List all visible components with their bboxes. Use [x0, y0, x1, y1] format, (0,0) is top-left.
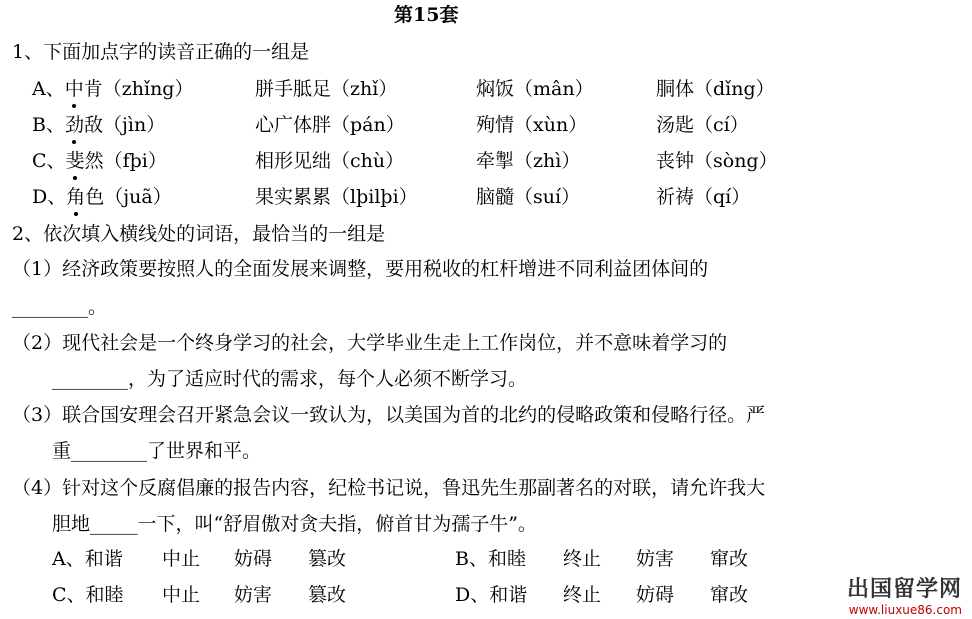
option-b-label: B、和睦 — [455, 548, 526, 570]
row-a-label: A、 — [32, 78, 65, 100]
watermark-url: www.liuxue86.com — [848, 603, 962, 617]
question-2-stem: 2、依次填入横线处的词语，最恰当的一组是 — [12, 223, 386, 245]
option-d-label: D、和谐 — [455, 584, 528, 606]
q1-row-c-item4: 丧钟（sòng） — [656, 150, 778, 172]
option-c-word3: 妨害 — [234, 584, 273, 606]
option-a-label: A、和谐 — [52, 548, 123, 570]
option-d-word4: 窜改 — [710, 584, 749, 606]
q1-row-a-item3: 焖饭（mân） — [476, 78, 594, 100]
option-c-label: C、和睦 — [52, 584, 124, 606]
page-title: 第15套 — [394, 4, 459, 26]
q1-row-d-item4: 祈祷（qí） — [656, 186, 751, 208]
row-b-dotted-char: 劲 — [64, 114, 84, 136]
option-a-word4: 篡改 — [308, 548, 347, 570]
q1-row-c-item2: 相形见绌（chù） — [255, 150, 405, 172]
q2-sentence-4-line1: （4）针对这个反腐倡廉的报告内容，纪检书记说，鲁迅先生那副著名的对联，请允许我大 — [12, 477, 766, 499]
q1-row-b-item4: 汤匙（cí） — [656, 114, 749, 136]
q1-row-a-item2: 胼手胝足（zhǐ） — [255, 78, 398, 100]
q1-row-a — [32, 77, 193, 101]
option-b-word4: 窜改 — [710, 548, 749, 570]
q1-row-b-item3: 殉情（xùn） — [476, 114, 588, 136]
q1-row-b-item2: 心广体胖（pán） — [255, 114, 405, 136]
q1-row-c: C、斐然（fþi） — [32, 150, 167, 172]
option-c-word4: 篡改 — [308, 584, 347, 606]
q2-sentence-2-line1: （2）现代社会是一个终身学习的社会，大学毕业生走上工作岗位，并不意味着学习的 — [12, 332, 728, 354]
q1-row-d-item3: 脑髓（suí） — [476, 186, 581, 208]
q2-sentence-1-line2: ________。 — [12, 296, 108, 318]
watermark-name: 出国留学网 — [846, 577, 962, 602]
option-a-word2: 中止 — [162, 548, 201, 570]
q1-row-d: D、角色（juã） — [32, 186, 172, 208]
q2-sentence-1-line1: （1）经济政策要按照人的全面发展来调整，要用税收的杠杆增进不同利益团体间的 — [12, 258, 709, 280]
row-c-dotted-char: 斐 — [65, 150, 85, 172]
q1-row-c-item3: 牵掣（zhì） — [476, 150, 581, 172]
watermark — [847, 577, 962, 617]
q2-sentence-3-line2: 重________了世界和平。 — [52, 440, 262, 462]
q1-row-d-item2: 果实累累（lþilþi） — [255, 186, 418, 208]
q1-row-b: B、劲敌（jìn） — [32, 114, 166, 136]
option-d-word2: 终止 — [563, 584, 602, 606]
option-d-word3: 妨碍 — [636, 584, 675, 606]
q2-sentence-3-line1: （3）联合国安理会召开紧急会议一致认为，以美国为首的北约的侵略政策和侵略行径。严 — [12, 404, 766, 426]
question-1-stem: 1、下面加点字的读音正确的一组是 — [12, 41, 310, 63]
option-b-word2: 终止 — [563, 548, 602, 570]
row-a-dotted-char: 中 — [64, 78, 84, 100]
q2-sentence-2-line2: ________，为了适应时代的需求，每个人必须不断学习。 — [52, 368, 528, 390]
q2-sentence-4-line2: 胆地_____一下，叫“舒眉傲对贪夫指，俯首甘为孺子牛”。 — [52, 513, 537, 535]
q1-row-a-item4: 胴体（dǐng） — [656, 78, 775, 100]
option-b-word3: 妨害 — [636, 548, 675, 570]
row-a-item1-rest: 肯（zhǐng） — [83, 78, 194, 100]
row-d-dotted-char: 角 — [66, 186, 86, 208]
option-a-word3: 妨碍 — [234, 548, 273, 570]
option-c-word2: 中止 — [162, 584, 201, 606]
